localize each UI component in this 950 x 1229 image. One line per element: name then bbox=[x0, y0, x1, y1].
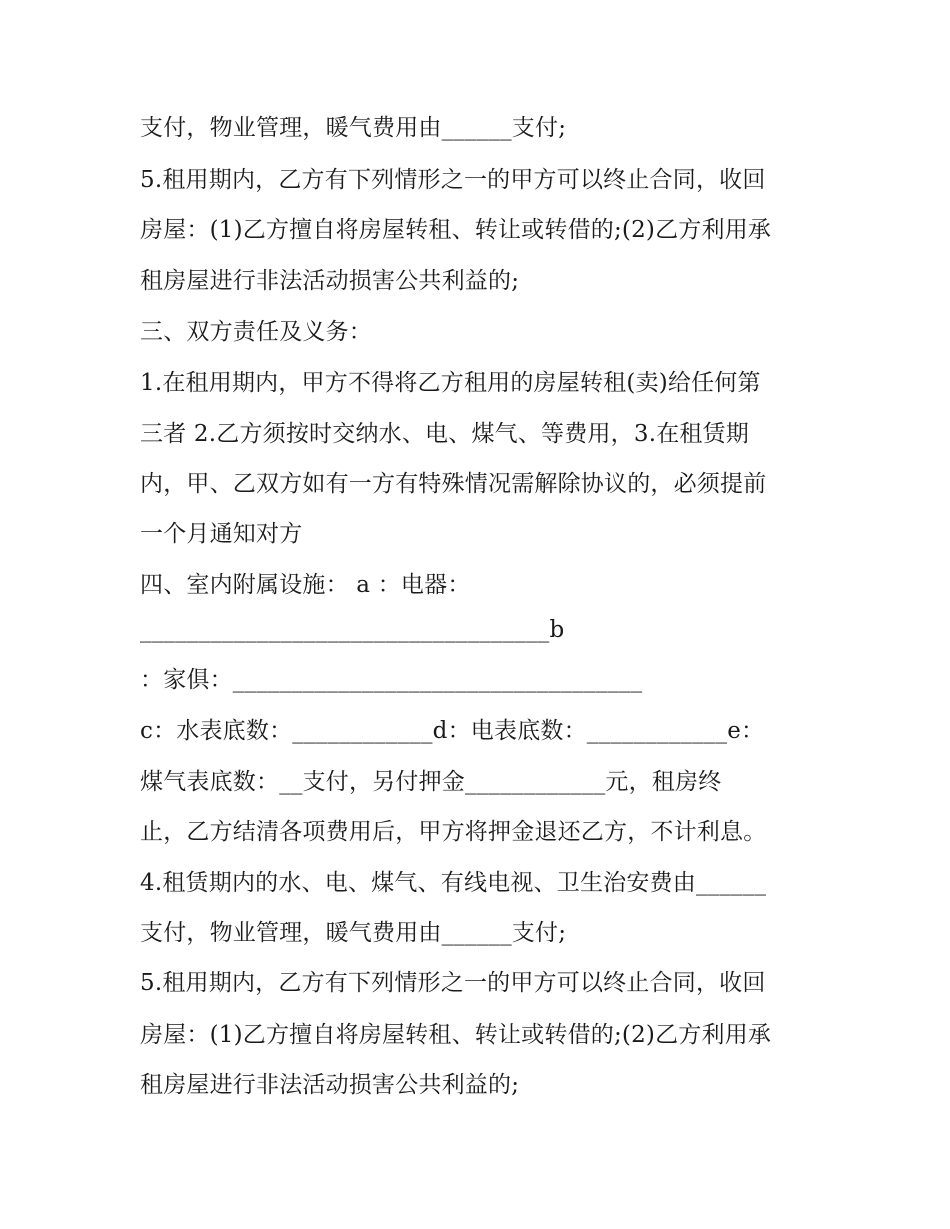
text-line: 房屋：(1)乙方擅自将房屋转租、转让或转借的;(2)乙方利用承 bbox=[140, 1022, 772, 1048]
section-heading: 三、双方责任及义务： bbox=[140, 319, 372, 345]
section-heading: 四、室内附属设施： a ：电器： bbox=[140, 572, 471, 598]
text-line: ：家俱：___________________________________ bbox=[140, 667, 643, 693]
text-line: 租房屋进行非法活动损害公共利益的; bbox=[140, 1072, 520, 1098]
text-line: 5.租用期内，乙方有下列情形之一的甲方可以终止合同，收回 bbox=[140, 167, 766, 193]
text-line: 止，乙方结清各项费用后，甲方将押金退还乙方，不计利息。 bbox=[140, 819, 767, 845]
text-line: c：水表底数：____________d：电表底数：____________e： bbox=[140, 718, 765, 744]
text-line: 4.租赁期内的水、电、煤气、有线电视、卫生治安费由______ bbox=[140, 870, 767, 896]
text-line: 1.在租用期内，甲方不得将乙方租用的房屋转租(卖)给任何第 bbox=[140, 370, 761, 396]
text-line: 一个月通知对方 bbox=[140, 521, 303, 547]
text-line: 支付，物业管理，暖气费用由______支付; bbox=[140, 115, 567, 141]
text-line: 5.租用期内，乙方有下列情形之一的甲方可以终止合同，收回 bbox=[140, 970, 766, 996]
text-line: 煤气表底数：__支付，另付押金____________元，租房终 bbox=[140, 769, 722, 795]
text-line: 三者 2.乙方须按时交纳水、电、煤气、等费用，3.在租赁期 bbox=[140, 421, 749, 447]
text-line: 房屋：(1)乙方擅自将房屋转租、转让或转借的;(2)乙方利用承 bbox=[140, 217, 772, 243]
text-line: 租房屋进行非法活动损害公共利益的; bbox=[140, 268, 520, 294]
text-line: ___________________________________b bbox=[140, 617, 565, 643]
text-line: 支付，物业管理，暖气费用由______支付; bbox=[140, 920, 567, 946]
text-line: 内，甲、乙双方如有一方有特殊情况需解除协议的，必须提前 bbox=[140, 471, 767, 497]
